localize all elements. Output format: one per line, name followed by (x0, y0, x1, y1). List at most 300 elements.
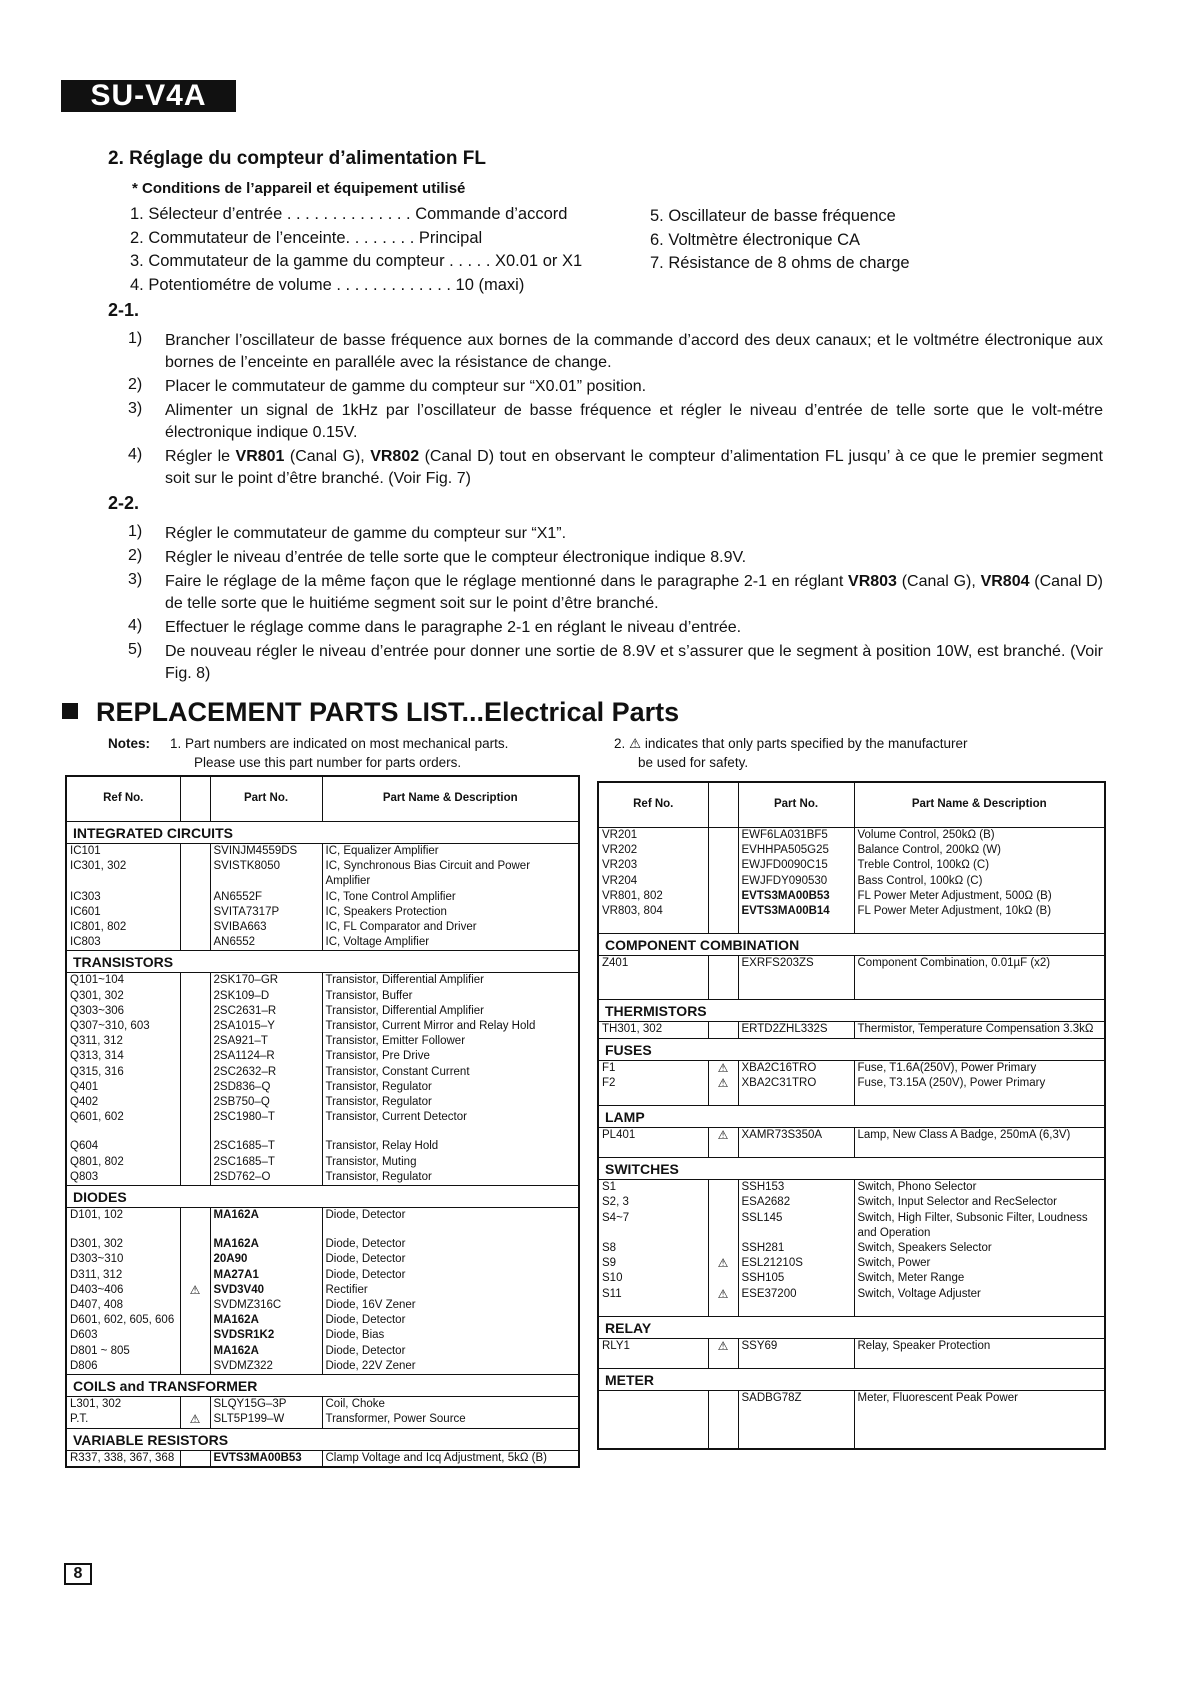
ref-no-cell: D603 (66, 1328, 180, 1343)
part-no-cell: SLQY15G–3P (210, 1397, 322, 1413)
safety-warning-icon (180, 973, 210, 989)
step-number: 2) (128, 547, 143, 564)
step-item (128, 523, 1103, 545)
spacer-row (66, 1125, 579, 1139)
table-row (66, 1208, 579, 1224)
ref-no-cell: IC601 (66, 905, 180, 920)
description-cell: Switch, High Filter, Subsonic Filter, Loudness and Operation (854, 1211, 1105, 1241)
note-2 (614, 734, 968, 772)
safety-warning-icon (708, 1241, 738, 1256)
table-row (66, 1110, 579, 1125)
table-header (598, 782, 1105, 828)
table-row (66, 1313, 579, 1328)
description-cell: Transistor, Pre Drive (322, 1049, 579, 1064)
safety-warning-icon: ⚠ (708, 1076, 738, 1091)
spacer-row (598, 1434, 1105, 1449)
category-row (598, 1158, 1105, 1180)
ref-no-cell: D301, 302 (66, 1237, 180, 1252)
section-title: 2. Réglage du compteur d’alimentation FL (108, 148, 486, 169)
table-row (598, 843, 1105, 858)
description-cell: Transistor, Differential Amplifier (322, 973, 579, 989)
step-text: Régler le niveau d’entrée de telle sorte que le compteur électronique indique 8.9V. (165, 549, 747, 566)
header-ref-no: Ref No. (598, 782, 708, 828)
spacer-cell (738, 1354, 854, 1369)
category-label: VARIABLE RESISTORS (66, 1428, 579, 1450)
safety-warning-icon (180, 1019, 210, 1034)
table-row (66, 1359, 579, 1375)
ref-no-cell: S2, 3 (598, 1195, 708, 1210)
ref-no-cell: IC801, 802 (66, 920, 180, 935)
description-cell: Volume Control, 250kΩ (B) (854, 828, 1105, 844)
spacer-cell (854, 1406, 1105, 1420)
ref-no-cell: IC101 (66, 844, 180, 860)
part-no-cell: 2SA1124–R (210, 1049, 322, 1064)
ref-no-cell: D407, 408 (66, 1298, 180, 1313)
ref-no-cell: PL401 (598, 1128, 708, 1144)
ref-no-cell: Q101~104 (66, 973, 180, 989)
subsection-2-2-label: 2-2. (108, 493, 140, 513)
part-no-cell: SVD3V40 (210, 1283, 322, 1298)
part-no-cell: SSH281 (738, 1241, 854, 1256)
part-no-cell: 2SA1015–Y (210, 1019, 322, 1034)
safety-warning-icon: ⚠ (708, 1128, 738, 1144)
part-no-cell: MA162A (210, 1313, 322, 1328)
table-row (66, 1019, 579, 1034)
step-text: Alimenter un signal de 1kHz par l’oscillateur de basse fréquence et régler le niveau d’entrée de telle sorte que le volt-métre électronique indique 0.15V. (165, 402, 1103, 441)
table-row (66, 1237, 579, 1252)
ref-no-cell: D303~310 (66, 1252, 180, 1267)
spacer-cell (738, 1143, 854, 1158)
part-no-cell: XBA2C31TRO (738, 1076, 854, 1091)
ref-no-cell: S4~7 (598, 1211, 708, 1241)
part-no-cell: ESA2682 (738, 1195, 854, 1210)
part-no-cell: XAMR73S350A (738, 1128, 854, 1144)
spacer-cell (708, 919, 738, 934)
spacer-cell (738, 1406, 854, 1420)
safety-warning-icon (180, 1344, 210, 1359)
spacer-cell (854, 1354, 1105, 1369)
spacer-row (598, 1302, 1105, 1317)
part-no-cell: SVINJM4559DS (210, 844, 322, 860)
step-item (128, 547, 1103, 569)
spacer-cell (598, 1143, 708, 1158)
bullet-square-icon (62, 703, 78, 719)
safety-warning-icon (180, 890, 210, 905)
conditions-right (650, 205, 1070, 276)
ref-no-cell: D801 ~ 805 (66, 1344, 180, 1359)
spacer-row (598, 1406, 1105, 1420)
description-cell: Transistor, Current Detector (322, 1110, 579, 1125)
spacer-cell (708, 1420, 738, 1434)
safety-warning-icon: ⚠ (180, 1412, 210, 1428)
spacer-row (66, 1223, 579, 1237)
header-part-no: Part No. (738, 782, 854, 828)
description-cell: Switch, Power (854, 1256, 1105, 1271)
table-row (66, 920, 579, 935)
description-cell: Fuse, T3.15A (250V), Power Primary (854, 1076, 1105, 1091)
description-cell: Lamp, New Class A Badge, 250mA (6,3V) (854, 1128, 1105, 1144)
safety-warning-icon: ⚠ (708, 1256, 738, 1271)
part-no-cell: 2SD762–O (210, 1170, 322, 1186)
note-1-line-2: Please use this part number for parts orders. (194, 755, 462, 770)
step-item (128, 641, 1103, 685)
safety-warning-icon (180, 1110, 210, 1125)
ref-no-cell: Z401 (598, 956, 708, 972)
model-logo: SU-V4A (61, 80, 236, 112)
spacer-cell (854, 919, 1105, 934)
parts-list-title (62, 697, 679, 728)
spacer-cell (66, 1125, 180, 1139)
safety-warning-icon (180, 1170, 210, 1186)
category-row (66, 1375, 579, 1397)
description-cell: Transistor, Regulator (322, 1170, 579, 1186)
safety-warning-icon (180, 989, 210, 1004)
category-row (66, 951, 579, 973)
description-cell: Component Combination, 0.01µF (x2) (854, 956, 1105, 972)
safety-warning-icon (708, 874, 738, 889)
description-cell: Switch, Voltage Adjuster (854, 1287, 1105, 1302)
table-row (66, 1080, 579, 1095)
safety-warning-icon (180, 1065, 210, 1080)
safety-warning-icon (180, 1450, 210, 1467)
safety-warning-icon: ⚠ (708, 1287, 738, 1302)
step-number: 3) (128, 571, 143, 588)
category-row (598, 1000, 1105, 1022)
condition-item: 1. Sélecteur d’entrée . . . . . . . . . . . . . . Commande d’accord (130, 205, 568, 223)
category-row (66, 1428, 579, 1450)
safety-warning-icon (180, 1268, 210, 1283)
step-text: Brancher l’oscillateur de basse fréquence aux bornes de la commande d’accord des deux canaux; et le voltmétre électronique aux bornes de l’enceinte en paralléle avec la résistance de change. (165, 332, 1103, 371)
ref-no-cell: TH301, 302 (598, 1022, 708, 1038)
conditions-left (130, 203, 645, 297)
table-row (66, 1170, 579, 1186)
ref-no-cell (598, 1391, 708, 1407)
category-label: COMPONENT COMBINATION (598, 934, 1105, 956)
ref-no-cell: S8 (598, 1241, 708, 1256)
ref-no-cell: D101, 102 (66, 1208, 180, 1224)
part-reference: VR803 (848, 573, 897, 590)
category-label: TRANSISTORS (66, 951, 579, 973)
step-item (128, 400, 1103, 444)
description-cell: Treble Control, 100kΩ (C) (854, 858, 1105, 873)
condition-item: 7. Résistance de 8 ohms de charge (650, 254, 910, 272)
ref-no-cell: Q301, 302 (66, 989, 180, 1004)
safety-warning-icon (708, 889, 738, 904)
step-number: 1) (128, 330, 143, 347)
safety-warning-icon (708, 843, 738, 858)
category-label: METER (598, 1369, 1105, 1391)
table-row (66, 1065, 579, 1080)
table-row (66, 1450, 579, 1467)
category-row (598, 1369, 1105, 1391)
spacer-cell (738, 985, 854, 1000)
condition-item: 2. Commutateur de l’enceinte. . . . . . . . Principal (130, 228, 483, 247)
part-no-cell: EWF6LA031BF5 (738, 828, 854, 844)
step-item (128, 571, 1103, 615)
spacer-cell (598, 1354, 708, 1369)
note-1 (170, 734, 508, 772)
category-label: INTEGRATED CIRCUITS (66, 822, 579, 844)
subsection-2-1-label: 2-1. (108, 300, 140, 320)
safety-warning-icon (180, 935, 210, 951)
description-cell: Bass Control, 100kΩ (C) (854, 874, 1105, 889)
description-cell: Diode, 16V Zener (322, 1298, 579, 1313)
ref-no-cell: IC303 (66, 890, 180, 905)
spacer-cell (854, 1143, 1105, 1158)
spacer-cell (598, 971, 708, 985)
spacer-row (598, 1143, 1105, 1158)
spacer-cell (854, 1091, 1105, 1106)
step-text: Régler le VR801 (Canal G), VR802 (Canal D) tout en observant le compteur d’alimentation FL jusqu’ à ce que le premier segment soit sur le point d’être branché. (Voir Fig. 7) (165, 448, 1103, 487)
safety-warning-icon (708, 1271, 738, 1286)
safety-warning-icon (180, 1034, 210, 1049)
notes-label: Notes: (108, 736, 151, 751)
part-no-cell: SVIBA663 (210, 920, 322, 935)
safety-warning-icon (708, 956, 738, 972)
ref-no-cell: VR203 (598, 858, 708, 873)
spacer-cell (598, 1302, 708, 1317)
part-no-cell: XBA2C16TRO (738, 1060, 854, 1076)
ref-no-cell: S10 (598, 1271, 708, 1286)
part-no-cell: AN6552 (210, 935, 322, 951)
part-no-cell: 2SC2631–R (210, 1004, 322, 1019)
description-cell: IC, Equalizer Amplifier (322, 844, 579, 860)
subsection-2-1-steps (128, 330, 1103, 492)
safety-warning-icon (180, 1208, 210, 1224)
safety-warning-icon (180, 1252, 210, 1267)
note-2-line-1: 2. ⚠ indicates that only parts specified by the manufacturer (614, 736, 968, 751)
part-reference: VR802 (370, 448, 420, 465)
spacer-cell (598, 1420, 708, 1434)
spacer-cell (598, 919, 708, 934)
spacer-cell (598, 1434, 708, 1449)
description-cell: Switch, Phono Selector (854, 1180, 1105, 1196)
spacer-cell (738, 919, 854, 934)
part-no-cell: ESE37200 (738, 1287, 854, 1302)
safety-warning-icon (180, 1397, 210, 1413)
description-cell: Transformer, Power Source (322, 1412, 579, 1428)
description-cell: Diode, Detector (322, 1344, 579, 1359)
ref-no-cell: Q803 (66, 1170, 180, 1186)
parts-list-title-text: REPLACEMENT PARTS LIST...Electrical Parts (96, 697, 680, 727)
spacer-cell (180, 1125, 210, 1139)
ref-no-cell: Q601, 602 (66, 1110, 180, 1125)
table-row (66, 1397, 579, 1413)
table-row (66, 1298, 579, 1313)
description-cell: Switch, Input Selector and RecSelector (854, 1195, 1105, 1210)
description-cell: Relay, Speaker Protection (854, 1338, 1105, 1354)
part-no-cell: EVTS3MA00B53 (210, 1450, 322, 1467)
category-label: THERMISTORS (598, 1000, 1105, 1022)
ref-no-cell: Q801, 802 (66, 1155, 180, 1170)
ref-no-cell: IC803 (66, 935, 180, 951)
table-row (66, 1268, 579, 1283)
step-text: Régler le commutateur de gamme du compteur sur “X1”. (165, 525, 567, 542)
part-no-cell: EWJFD0090C15 (738, 858, 854, 873)
table-row (598, 1338, 1105, 1354)
part-no-cell: ESL21210S (738, 1256, 854, 1271)
description-cell: Transistor, Buffer (322, 989, 579, 1004)
header-description: Part Name & Description (854, 782, 1105, 828)
ref-no-cell: D601, 602, 605, 606 (66, 1313, 180, 1328)
table-row (66, 935, 579, 951)
ref-no-cell: VR803, 804 (598, 904, 708, 919)
conditions-title: * Conditions de l’appareil et équipement utilisé (132, 180, 466, 197)
description-cell: Transistor, Muting (322, 1155, 579, 1170)
step-number: 2) (128, 376, 143, 393)
description-cell: Transistor, Regulator (322, 1080, 579, 1095)
description-cell: Diode, Bias (322, 1328, 579, 1343)
note-1-line-1: 1. Part numbers are indicated on most mechanical parts. (170, 736, 509, 751)
description-cell: IC, Speakers Protection (322, 905, 579, 920)
table-row (598, 889, 1105, 904)
spacer-row (598, 1091, 1105, 1106)
subsection-2-2-steps (128, 523, 1103, 687)
step-number: 4) (128, 617, 143, 634)
ref-no-cell: D403~406 (66, 1283, 180, 1298)
safety-warning-icon (180, 920, 210, 935)
description-cell: Transistor, Differential Amplifier (322, 1004, 579, 1019)
ref-no-cell: Q401 (66, 1080, 180, 1095)
table-row (598, 1287, 1105, 1302)
safety-warning-icon (180, 1328, 210, 1343)
safety-warning-icon (180, 1155, 210, 1170)
table-row (66, 890, 579, 905)
spacer-cell (854, 985, 1105, 1000)
parts-table-right (597, 781, 1106, 1450)
parts-table-left (65, 775, 580, 1468)
spacer-cell (738, 971, 854, 985)
part-no-cell: 2SC1685–T (210, 1155, 322, 1170)
ref-no-cell: Q402 (66, 1095, 180, 1110)
description-cell: Thermistor, Temperature Compensation 3.3kΩ (854, 1022, 1105, 1038)
safety-warning-icon: ⚠ (708, 1338, 738, 1354)
header-ref-no: Ref No. (66, 776, 180, 822)
safety-warning-icon: ⚠ (708, 1060, 738, 1076)
spacer-row (598, 1420, 1105, 1434)
ref-no-cell: S1 (598, 1180, 708, 1196)
spacer-cell (854, 971, 1105, 985)
step-item (128, 617, 1103, 639)
table-row (66, 859, 579, 889)
ref-no-cell: D311, 312 (66, 1268, 180, 1283)
ref-no-cell: Q604 (66, 1139, 180, 1154)
table-row (598, 956, 1105, 972)
step-number: 1) (128, 523, 143, 540)
category-row (598, 1038, 1105, 1060)
part-no-cell: SVITA7317P (210, 905, 322, 920)
table-row (598, 1076, 1105, 1091)
part-no-cell: SSL145 (738, 1211, 854, 1241)
table-row (66, 1034, 579, 1049)
part-no-cell: EXRFS203ZS (738, 956, 854, 972)
step-number: 3) (128, 400, 143, 417)
page-number: 8 (64, 1563, 92, 1585)
table-row (598, 1391, 1105, 1407)
description-cell: Transistor, Emitter Follower (322, 1034, 579, 1049)
safety-warning-icon (180, 859, 210, 889)
spacer-cell (322, 1223, 579, 1237)
spacer-cell (180, 1223, 210, 1237)
ref-no-cell: F2 (598, 1076, 708, 1091)
table-row (598, 858, 1105, 873)
table-row (66, 1328, 579, 1343)
category-row (598, 1106, 1105, 1128)
category-row (598, 934, 1105, 956)
table-row (66, 1252, 579, 1267)
part-no-cell: EVHHPA505G25 (738, 843, 854, 858)
table-header (66, 776, 579, 822)
spacer-cell (598, 1091, 708, 1106)
spacer-row (598, 1354, 1105, 1369)
ref-no-cell: Q307~310, 603 (66, 1019, 180, 1034)
description-cell: Balance Control, 200kΩ (W) (854, 843, 1105, 858)
safety-warning-icon (180, 1139, 210, 1154)
table-row (598, 1271, 1105, 1286)
spacer-cell (738, 1302, 854, 1317)
spacer-cell (598, 985, 708, 1000)
ref-no-cell: R337, 338, 367, 368 (66, 1450, 180, 1467)
ref-no-cell: VR202 (598, 843, 708, 858)
category-row (66, 822, 579, 844)
part-no-cell: SVDMZ322 (210, 1359, 322, 1375)
part-no-cell: EWJFDY090530 (738, 874, 854, 889)
safety-warning-icon (180, 1004, 210, 1019)
spacer-cell (210, 1223, 322, 1237)
spacer-cell (210, 1125, 322, 1139)
safety-warning-icon: ⚠ (180, 1283, 210, 1298)
ref-no-cell: VR201 (598, 828, 708, 844)
table-row (598, 1060, 1105, 1076)
spacer-row (598, 919, 1105, 934)
part-no-cell: SLT5P199–W (210, 1412, 322, 1428)
spacer-cell (708, 971, 738, 985)
note-2-line-2: be used for safety. (638, 755, 749, 770)
table-row (598, 1128, 1105, 1144)
table-row (66, 905, 579, 920)
safety-warning-icon (180, 1237, 210, 1252)
part-no-cell: ERTD2ZHL332S (738, 1022, 854, 1038)
part-no-cell: EVTS3MA00B53 (738, 889, 854, 904)
part-no-cell: MA27A1 (210, 1268, 322, 1283)
description-cell: IC, Tone Control Amplifier (322, 890, 579, 905)
description-cell: Meter, Fluorescent Peak Power (854, 1391, 1105, 1407)
table-row (598, 1195, 1105, 1210)
ref-no-cell: P.T. (66, 1412, 180, 1428)
part-reference: VR804 (980, 573, 1030, 590)
table-row (66, 1049, 579, 1064)
description-cell: Fuse, T1.6A(250V), Power Primary (854, 1060, 1105, 1076)
ref-no-cell: Q311, 312 (66, 1034, 180, 1049)
description-cell: IC, FL Comparator and Driver (322, 920, 579, 935)
safety-warning-icon (708, 1022, 738, 1038)
description-cell: Diode, Detector (322, 1208, 579, 1224)
safety-warning-icon (708, 904, 738, 919)
table-row (598, 904, 1105, 919)
description-cell: Diode, Detector (322, 1268, 579, 1283)
header-description: Part Name & Description (322, 776, 579, 822)
part-no-cell: 2SC1685–T (210, 1139, 322, 1154)
safety-warning-icon (708, 1211, 738, 1241)
description-cell: IC, Voltage Amplifier (322, 935, 579, 951)
table-row (598, 1211, 1105, 1241)
step-number: 5) (128, 641, 143, 658)
part-no-cell: SSY69 (738, 1338, 854, 1354)
part-reference: VR801 (235, 448, 285, 465)
ref-no-cell: Q313, 314 (66, 1049, 180, 1064)
description-cell: Transistor, Regulator (322, 1095, 579, 1110)
description-cell: Diode, Detector (322, 1237, 579, 1252)
